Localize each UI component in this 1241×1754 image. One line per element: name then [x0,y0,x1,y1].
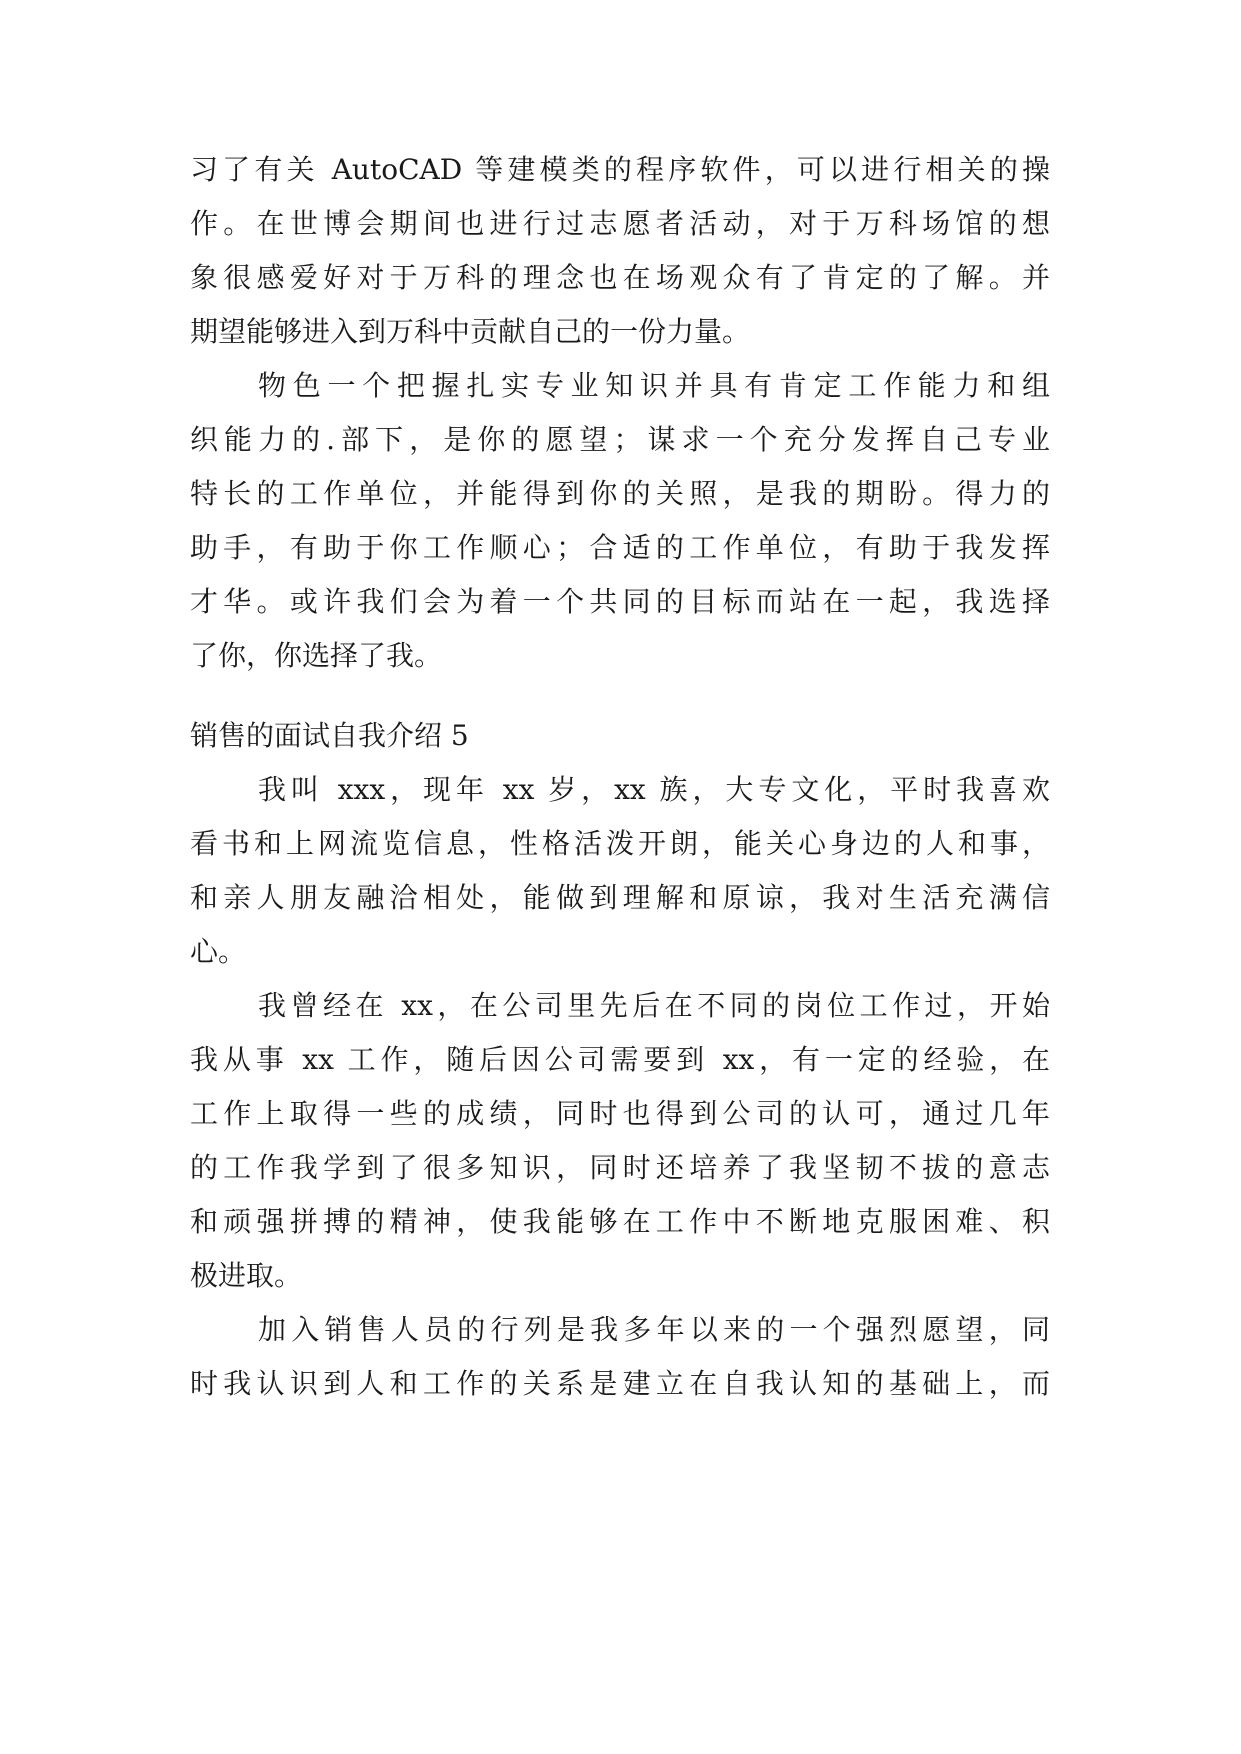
para2-line-5: 才华。或许我们会为着一个共同的目标而站在一起，我选择 [190,585,1050,618]
para3-line-4: 心。 [190,935,247,968]
para1-line-3: 象很感爱好对于万科的理念也在场观众有了肯定的了解。并 [190,261,1050,294]
para4-line-4: 的工作我学到了很多知识，同时还培养了我坚韧不拔的意志 [190,1151,1050,1184]
para2-line-2: 织能力的.部下，是你的愿望；谋求一个充分发挥自己专业 [190,423,1050,456]
para4-line-3: 工作上取得一些的成绩，同时也得到公司的认可，通过几年 [190,1097,1050,1130]
para1-line-2: 作。在世博会期间也进行过志愿者活动，对于万科场馆的想 [190,207,1050,240]
para1-line-1: 习了有关 AutoCAD 等建模类的程序软件，可以进行相关的操 [190,153,1050,186]
para2-line-1: 物色一个把握扎实专业知识并具有肯定工作能力和组 [258,369,1050,402]
para3-line-1: 我叫 xxx，现年 xx 岁，xx 族，大专文化，平时我喜欢 [258,773,1050,806]
section-heading: 销售的面试自我介绍 5 [190,719,469,752]
para3-line-3: 和亲人朋友融洽相处，能做到理解和原谅，我对生活充满信 [190,881,1050,914]
para3-line-2: 看书和上网流览信息，性格活泼开朗，能关心身边的人和事， [190,827,1050,860]
para4-line-1: 我曾经在 xx，在公司里先后在不同的岗位工作过，开始 [258,989,1050,1022]
para1-line-4: 期望能够进入到万科中贡献自己的一份力量。 [190,315,751,348]
para2-line-4: 助手，有助于你工作顺心；合适的工作单位，有助于我发挥 [190,531,1050,564]
para4-line-5: 和顽强拼搏的精神，使我能够在工作中不断地克服困难、积 [190,1205,1050,1238]
para5-line-1: 加入销售人员的行列是我多年以来的一个强烈愿望，同 [258,1313,1050,1346]
para2-line-6: 了你，你选择了我。 [190,639,443,672]
para5-line-2: 时我认识到人和工作的关系是建立在自我认知的基础上，而 [190,1367,1050,1400]
para4-line-6: 极进取。 [190,1259,303,1292]
para4-line-2: 我从事 xx 工作，随后因公司需要到 xx，有一定的经验，在 [190,1043,1050,1076]
para2-line-3: 特长的工作单位，并能得到你的关照，是我的期盼。得力的 [190,477,1050,510]
